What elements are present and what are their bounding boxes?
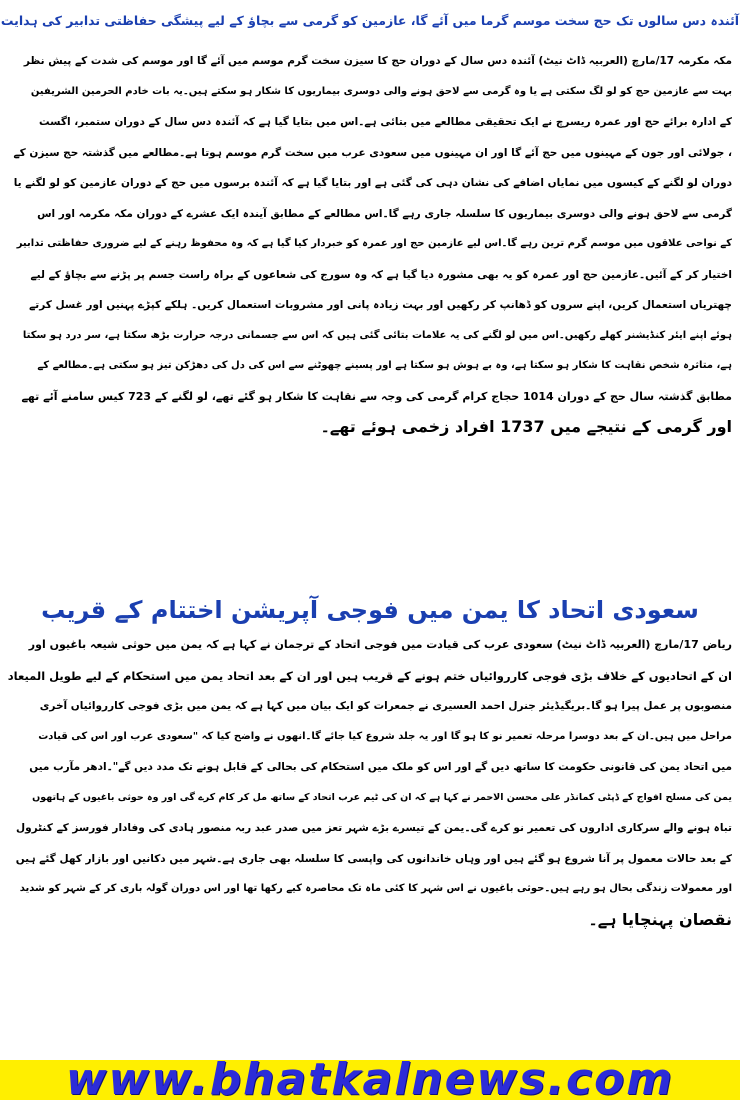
article-2-line: ریاض 17/مارچ (العربیہ ڈاٹ نیٹ) سعودی عرب کی قیادت میں فوجی اتحاد کے ترجمان نے کہا ہے کہ یمن میں حوثی شیعہ باغیوں اور: [28, 638, 732, 651]
article-2-line: مراحل میں ہیں۔ان کے بعد دوسرا مرحلہ تعمیر نو کا ہو گا اور یہ جلد شروع کیا جائے گا۔انھوں نے واضح کیا کہ "سعودی عرب اور اس کی قیادت: [38, 730, 732, 742]
article-2-headline: سعودی اتحاد کا یمن میں فوجی آپریشن اختتام کے قریب: [41, 596, 699, 624]
article-2-line: تباہ ہونے والے سرکاری اداروں کی تعمیر نو کرے گی۔یمن کے تیسرے بڑے شہر تعز میں صدر عبد ربہ منصور ہادی کی وفادار فورسز کے کنٹرول: [15, 822, 732, 834]
article-2-line: ان کے اتحادیوں کے خلاف بڑی فوجی کارروائیاں ختم ہونے کے قریب ہیں اور ان کے بعد اتحاد یمن میں استحکام کے لیے طویل المیعاد: [8, 668, 732, 683]
article-1-line: اختیار کر کے آئیں۔عازمین حج اور عمرہ کو یہ بھی مشورہ دیا گیا ہے کہ وہ سورج کی شعاعوں کے براہ راست جسم پر پڑنے سے بچاؤ کے لیے: [30, 268, 732, 281]
article-2-line: منصوبوں پر عمل پیرا ہو گا۔بریگیڈیئر جنرل احمد العسیری نے جمعرات کو ایک بیان میں کہا ہے کہ یمن میں بڑی فوجی کارروائیاں آخری: [39, 700, 732, 712]
site-url-text: www.bhatkalnews.com: [65, 1060, 675, 1100]
article-2-line: کے بعد حالات معمول پر آنا شروع ہو گئے ہیں اور وہاں خاندانوں کی واپسی کا سلسلہ بھی جاری ہے۔شہر میں دکانیں اور بازار کھل گئے ہیں: [15, 852, 732, 865]
article-1-line: کے ادارہ برائے حج اور عمرہ ریسرچ نے ایک تحقیقی مطالعے میں بتائی ہے۔اس میں بتایا گیا ہے کہ آئندہ دس سال کے دوران ستمبر، اگست: [39, 116, 732, 128]
article-1-line: چھتریاں استعمال کریں، اپنے سروں کو ڈھانپ کر رکھیں اور بہت زیادہ پانی اور مشروبات استعمال کریں۔ ہلکے کپڑے پہنیں اور غسل کرتے: [29, 299, 732, 311]
article-1-line: مطابق گذشتہ سال حج کے دوران 1014 حجاج کرام گرمی کی وجہ سے نقاہت کا شکار ہو گئے تھے، لو لگنے کے 723 کیس سامنے آئے تھے: [21, 389, 732, 403]
article-1-line: اور گرمی کے نتیجے میں 1737 افراد زخمی ہوئے تھے۔: [320, 417, 732, 436]
article-2-line: یمن کی مسلح افواج کے ڈپٹی کمانڈر علی محسن الاحمر نے کہا ہے کہ ان کی ٹیم عرب اتحاد کے ساتھ مل کر کام کرے گی اور وہ حوثی باغیوں کے ہاتھوں: [32, 791, 732, 803]
article-2-line: نقصان پہنچایا ہے۔: [588, 909, 732, 929]
article-1-body: [8, 46, 732, 578]
article-1-line: ہے، متاثرہ شخص نقاہت کا شکار ہو سکتا ہے، وہ بے ہوش ہو سکتا ہے اور پسینے چھوٹنے سے اس کی دل کی دھڑکن تیز ہو سکتی ہے۔مطالعے کے: [37, 360, 732, 371]
article-1-line: ہوئے اپنے ایئر کنڈیشنر کھلے رکھیں۔اس میں لو لگنے کی یہ علامات بتائی گئی ہیں کہ اس سے جسمانی درجہ حرارت بڑھ سکتا ہے، سر درد ہو سکتا: [22, 329, 732, 341]
article-1-line: مکہ مکرمہ 17/مارچ (العربیہ ڈاٹ نیٹ) آئندہ دس سال کے دوران حج کا سیزن سخت گرم موسم میں آئے گا اور موسم کی شدت کے پیش نظر: [23, 55, 732, 67]
article-1-headline: آئندہ دس سالوں تک حج سخت موسم گرما میں آئے گا، عازمین کو گرمی سے بچاؤ کے لیے پیشگی حفاظتی تدابیر کی ہدایت: [0, 13, 740, 28]
article-1-line: بہت سے عازمین حج کو لو لگ سکتی ہے یا وہ گرمی سے لاحق ہونے والی دوسری بیماریوں کا شکار ہو سکتے ہیں۔یہ بات خادم الحرمین الشریفین: [30, 85, 732, 97]
article-2-line: میں اتحاد یمن کی قانونی حکومت کا ساتھ دیں گے اور اس کو ملک میں استحکام کی بحالی کے قابل ہونے تک مدد دیں گے"۔ادھر مآرب میں: [29, 761, 732, 773]
article-1-line: گرمی سے لاحق ہونے والی دوسری بیماریوں کا سلسلہ جاری رہے گا۔اس مطالعے کے مطابق آیندہ ایک عشرے کے دوران مکہ مکرمہ اور اس: [37, 207, 732, 220]
article-2-body: [8, 630, 732, 1060]
article-2-line: اور معمولات زندگی بحال ہو رہے ہیں۔حوثی باغیوں نے اس شہر کا کئی ماہ تک محاصرہ کیے رکھا تھا اور اس دوران گولہ باری کر کے شہر کو شدید: [19, 883, 732, 894]
site-url-banner: [0, 1060, 740, 1100]
article-1-line: ، جولائی اور جون کے مہینوں میں حج آئے گا اور ان مہینوں میں سعودی عرب میں سخت گرم موسم ہوتا ہے۔مطالعے میں گذشتہ حج سیزن کے: [13, 146, 732, 159]
article-1-line: دوران لو لگنے کے کیسوں میں نمایاں اضافے کی نشان دہی کی گئی ہے اور بتایا گیا ہے کہ آئندہ برسوں میں حج کے دوران عازمین کو لو لگنے یا: [13, 177, 732, 189]
article-1-line: کے نواحی علاقوں میں موسم گرم ترین رہے گا۔اس لیے عازمین حج اور عمرہ کو خبردار کیا گیا ہے کہ وہ محفوظ رہنے کے لیے ضروری حفاظتی تدابیر: [16, 238, 732, 249]
